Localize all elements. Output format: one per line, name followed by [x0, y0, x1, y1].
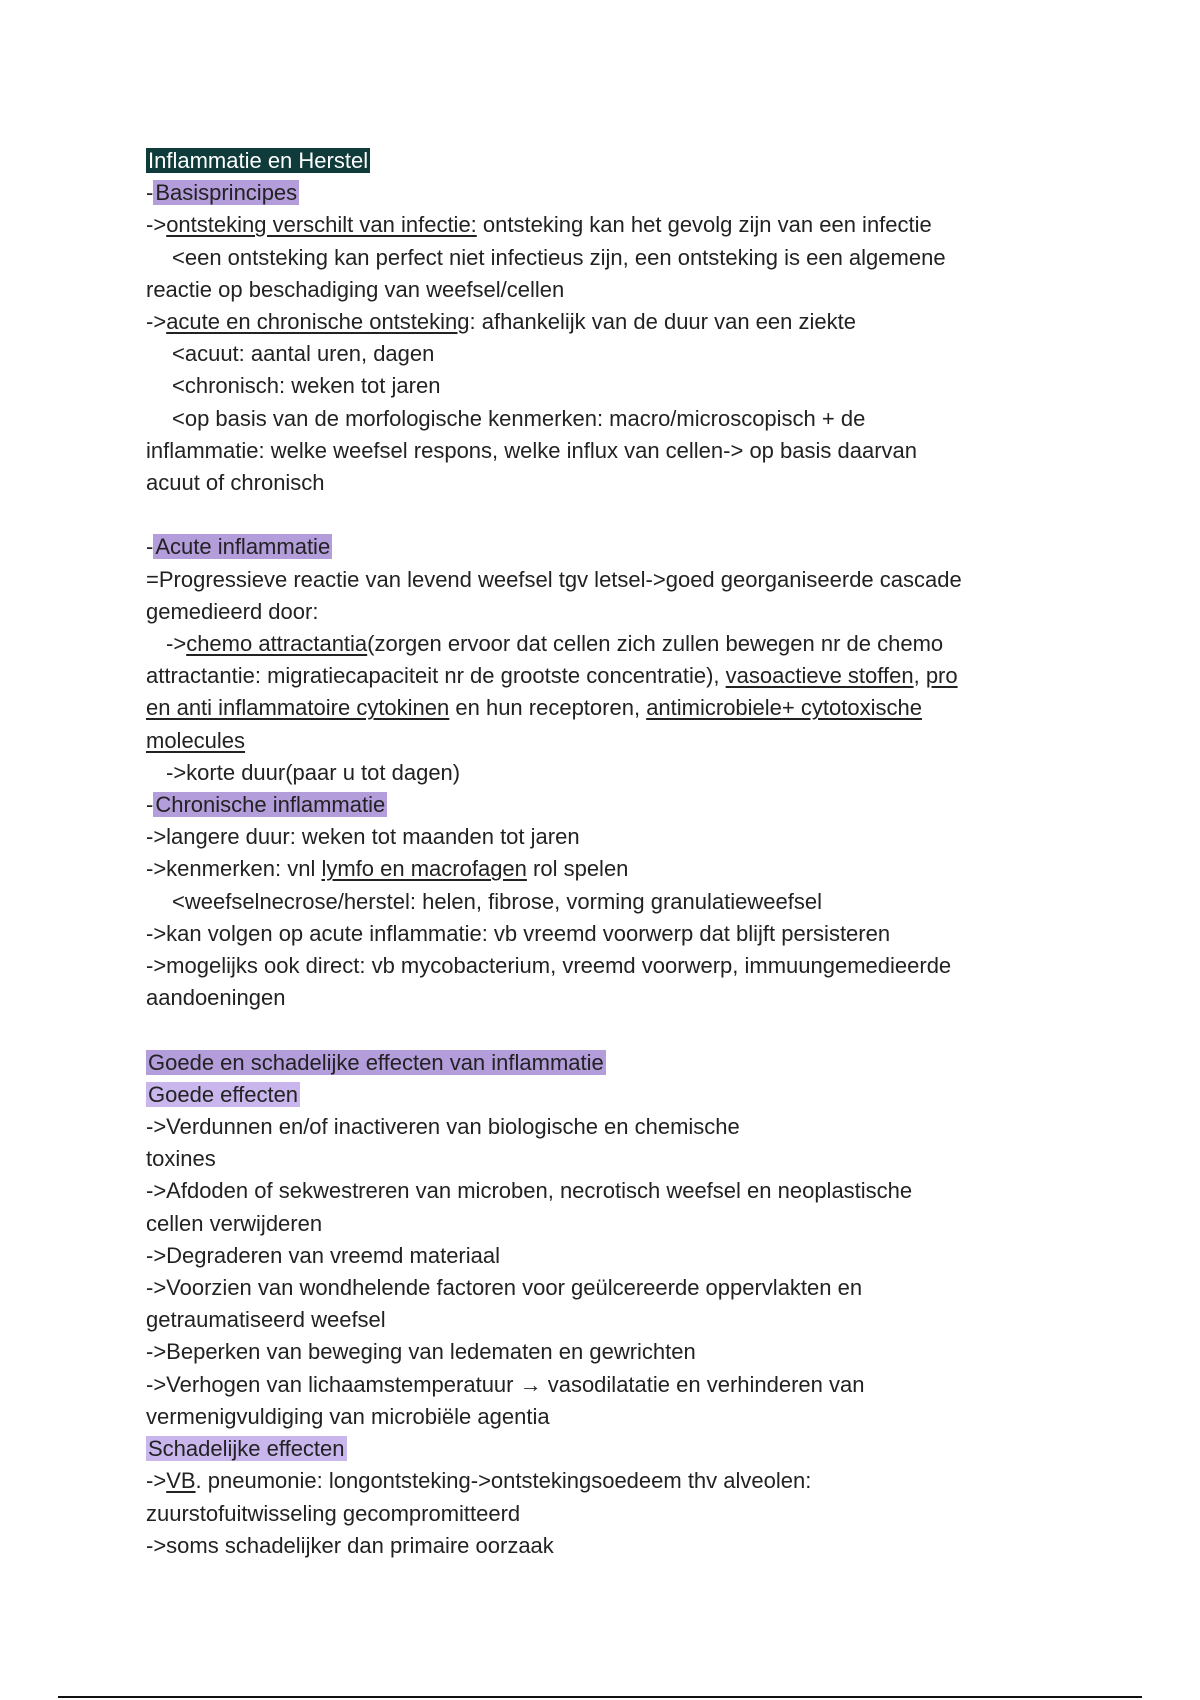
heading-acute-inflammatie: -Acute inflammatie	[146, 534, 331, 560]
subheading-schadelijke-effecten: Schadelijke effecten	[148, 1436, 345, 1462]
text-line: ->ontsteking verschilt van infectie: ontsteking kan het gevolg zijn van een infectie	[146, 212, 932, 238]
text-line: gemedieerd door:	[146, 598, 319, 624]
heading-chronische-inflammatie: -Chronische inflammatie	[146, 792, 386, 818]
text-line: toxines	[146, 1146, 216, 1172]
text-line: ->soms schadelijker dan primaire oorzaak	[146, 1532, 554, 1558]
text-line: ->Verhogen van lichaamstemperatuur → vasodilatatie en verhinderen van	[146, 1371, 865, 1397]
text-line: ->korte duur(paar u tot dagen)	[166, 759, 461, 785]
text-line: ->kan volgen op acute inflammatie: vb vreemd voorwerp dat blijft persisteren	[146, 920, 891, 946]
document-page	[146, 145, 1066, 1562]
text-line: getraumatiseerd weefsel	[146, 1307, 386, 1333]
text-line: ->kenmerken: vnl lymfo en macrofagen rol spelen	[146, 856, 629, 882]
text-line: aandoeningen	[146, 985, 286, 1011]
text-line: ->langere duur: weken tot maanden tot jaren	[146, 824, 580, 850]
text-line: =Progressieve reactie van levend weefsel tgv letsel->goed georganiseerde cascade	[146, 566, 962, 592]
spacer	[146, 499, 1066, 531]
text-line: ->acute en chronische ontsteking: afhankelijk van de duur van een ziekte	[146, 309, 856, 335]
text-line: molecules	[146, 727, 246, 753]
document-title: Inflammatie en Herstel	[148, 148, 369, 173]
spacer	[146, 1014, 1066, 1046]
text-line: ->Voorzien van wondhelende factoren voor geülcereerde oppervlakten en	[146, 1275, 863, 1301]
text-line: <een ontsteking kan perfect niet infectieus zijn, een ontsteking is een algemene	[172, 244, 946, 270]
text-line: <weefselnecrose/herstel: helen, fibrose, vorming granulatieweefsel	[172, 888, 822, 914]
text-line: ->Verdunnen en/of inactiveren van biologische en chemische	[146, 1114, 740, 1140]
heading-effecten: Goede en schadelijke effecten van inflammatie	[148, 1049, 604, 1075]
text-line: ->Afdoden of sekwestreren van microben, necrotisch weefsel en neoplastische	[146, 1178, 913, 1204]
text-line: <acuut: aantal uren, dagen	[172, 341, 435, 367]
text-line: en anti inflammatoire cytokinen en hun receptoren, antimicrobiele+ cytotoxische	[146, 695, 922, 721]
subheading-goede-effecten: Goede effecten	[148, 1081, 299, 1107]
text-line: zuurstofuitwisseling gecompromitteerd	[146, 1500, 521, 1526]
heading-basisprincipes: -Basisprincipes	[146, 180, 298, 206]
text-line: attractantie: migratiecapaciteit nr de grootste concentratie), vasoactieve stoffen, pro	[146, 663, 958, 689]
text-line: ->Beperken van beweging van ledematen en gewrichten	[146, 1339, 696, 1365]
text-line: inflammatie: welke weefsel respons, welke influx van cellen-> op basis daarvan	[146, 437, 917, 463]
document-title-line	[146, 145, 1066, 177]
text-line: <chronisch: weken tot jaren	[172, 373, 441, 399]
text-line: ->mogelijks ook direct: vb mycobacterium, vreemd voorwerp, immuungemedieerde	[146, 953, 952, 979]
page-bottom-rule	[58, 1696, 1142, 1698]
text-line: reactie op beschadiging van weefsel/cellen	[146, 276, 565, 302]
text-line: ->Degraderen van vreemd materiaal	[146, 1242, 501, 1268]
text-line: <op basis van de morfologische kenmerken: macro/microscopisch + de	[172, 405, 866, 431]
text-line: vermenigvuldiging van microbiële agentia	[146, 1403, 550, 1429]
text-line: ->chemo attractantia(zorgen ervoor dat cellen zich zullen bewegen nr de chemo	[166, 631, 944, 657]
text-line: acuut of chronisch	[146, 470, 325, 496]
text-line: cellen verwijderen	[146, 1210, 323, 1236]
text-line: ->VB. pneumonie: longontsteking->ontstekingsoedeem thv alveolen:	[146, 1468, 812, 1494]
